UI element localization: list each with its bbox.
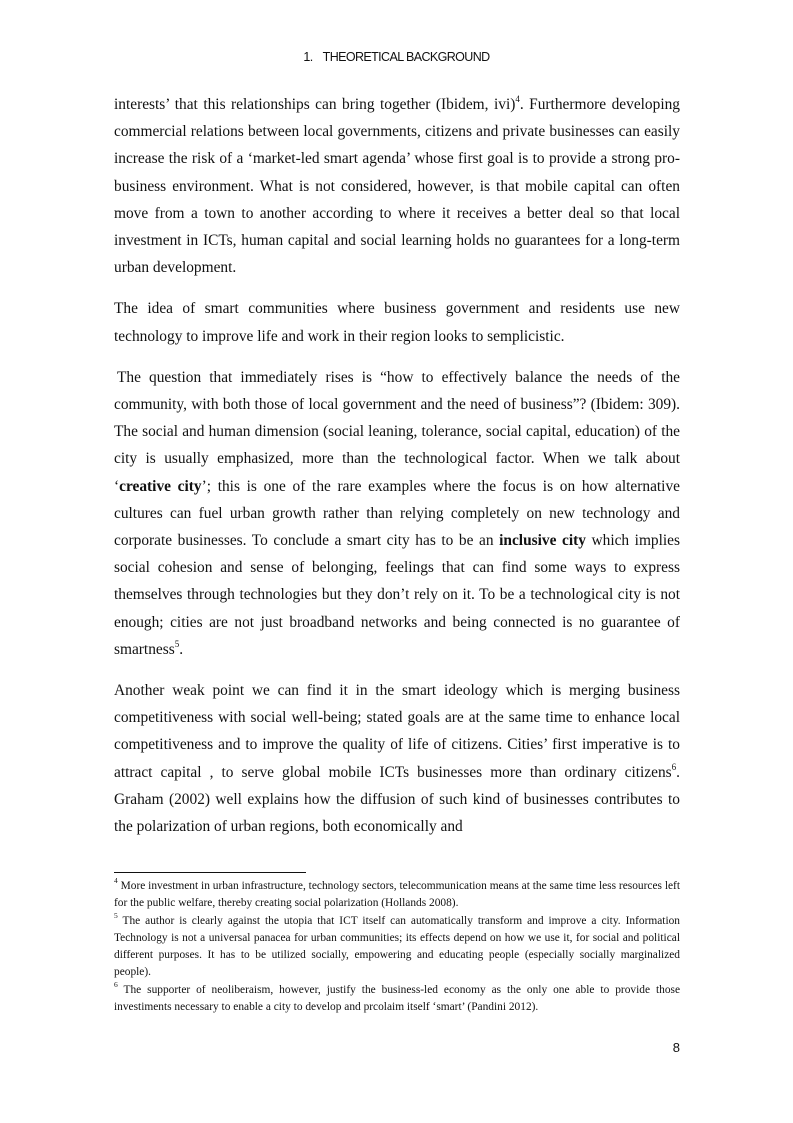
footnote-number: 4 [114, 876, 118, 886]
paragraph-1 [114, 91, 680, 281]
footnotes [114, 878, 680, 1016]
footnote-4 [114, 878, 680, 913]
term-inclusive-city: inclusive city [499, 532, 586, 550]
footnote-5 [114, 910, 680, 982]
footnote-ref-6[interactable]: 6 [671, 761, 677, 772]
section-title: THEORETICAL BACKGROUND [322, 50, 490, 64]
paragraph-3 [114, 364, 680, 663]
paragraph-3-text-c: which implies social cohesion and sense of belonging, feelings that can find some ways to express themselves through technologies but they don’t rely on it. To be a technological city is not enough; cities are not just broadband networks and being connected is no guarantee of smartness [114, 532, 681, 658]
footnote-ref-5[interactable]: 5 [174, 638, 180, 649]
footnote-text: The supporter of neoliberaism, however, justify the business-led economy as the only one able to provide those investiments necessary to enable a city to develop and prcolaim itself ‘smart’ (Pandini 2012). [114, 983, 680, 1014]
page-number: 8 [672, 1040, 680, 1055]
paragraph-4-text-b: . Graham (2002) well explains how the diffusion of such kind of businesses contributes to the polarization of urban regions, both economically and [114, 763, 680, 836]
body-text [114, 91, 680, 854]
section-number: 1. [303, 50, 313, 64]
footnote-number: 6 [114, 979, 118, 989]
footnote-text: The author is clearly against the utopia that ICT itself can automatically transform and improve a city. Information Technology is not a universal panacea for urban communities; its effects depend on how we use it, for social and political different purposes. It has to be utilized socially, empowering and educating people (especially socially marginalized people). [114, 914, 680, 979]
paragraph-1-text-b: . Furthermore developing commercial relations between local governments, citizens and private businesses can easily increase the risk of a ‘market-led smart agenda’ whose first goal is to provide a strong pro-business environment. What is not considered, however, is that mobile capital can often move from a town to another according to where it receives a better deal so that local investment in ICTs, human capital and social learning holds no guarantees for a long-term urban development. [114, 96, 680, 277]
paragraph-3-text-d: . [179, 640, 184, 658]
term-creative-city: creative city [119, 477, 202, 495]
paragraph-2: The idea of smart communities where business government and residents use new technology to improve life and work in their region looks to semplicistic. [114, 300, 680, 345]
paragraph-3-text-b: ’; this is one of the rare examples where the focus is on how alternative cultures can fuel urban growth rather than relying completely on new technology and corporate businesses. To conclude a smart city has to be an [114, 477, 680, 550]
paragraph-1-text-a: interests’ that this relationships can bring together (Ibidem, ivi) [114, 96, 516, 113]
footnote-6 [114, 979, 680, 1017]
footnote-divider [114, 872, 306, 873]
footnote-number: 5 [114, 910, 118, 920]
paragraph-4-text-a: Another weak point we can find it in the smart ideology which is merging business competitiveness with social well-being; stated goals are at the same time to enhance local competitiveness and to improve the quality of life of citizens. Cities’ first imperative is to attract capital , to serve global mobile ICTs businesses more than ordinary citizens [114, 682, 680, 781]
paragraph-4 [114, 677, 680, 840]
footnote-text: More investment in urban infrastructure, technology sectors, telecommunication means at the same time less resources left for the public welfare, thereby creating social polarization (Hollands 2008). [114, 880, 680, 910]
running-header [0, 50, 793, 64]
footnote-ref-4[interactable]: 4 [515, 93, 520, 104]
paragraph-3-text-a: The question that immediately rises is “how to effectively balance the needs of the community, with both those of local government and the need of business”? (Ibidem: 309). The social and human dimension (social leaning, tolerance, social capital, education) of the city is usually emphasized, more than the technological factor. When we talk about ‘ [114, 368, 680, 495]
